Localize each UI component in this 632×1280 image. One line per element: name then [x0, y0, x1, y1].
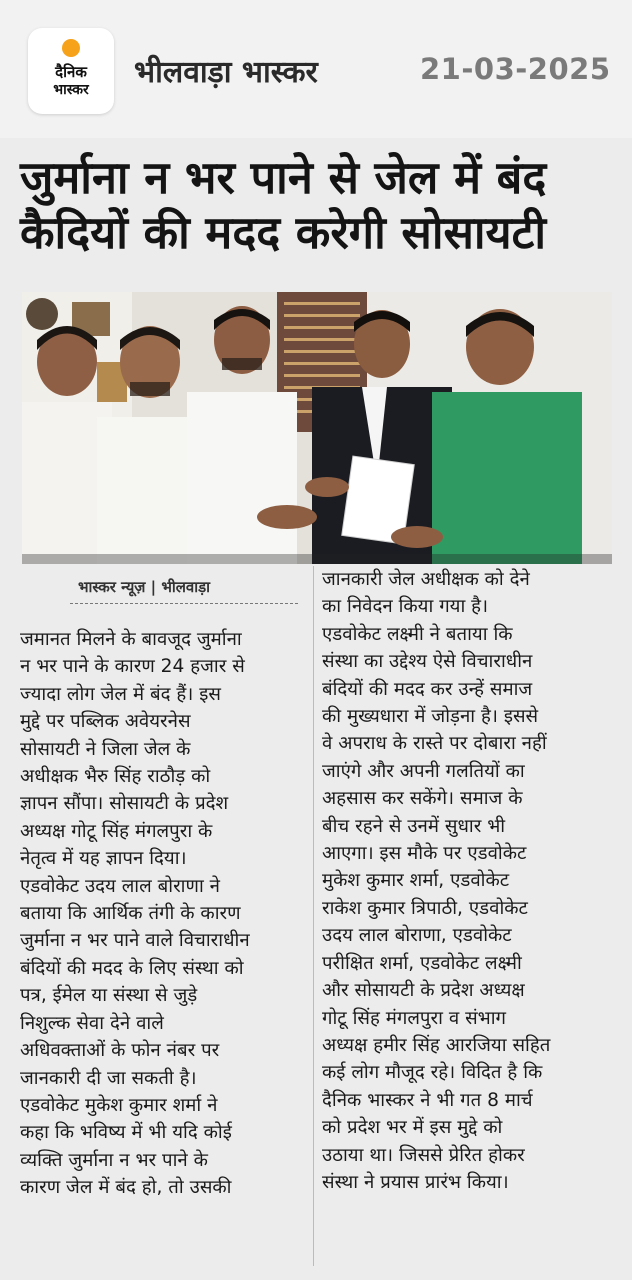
article-line: न भर पाने के कारण 24 हजार से [20, 656, 245, 678]
article-line: कारण जेल में बंद हो, तो उसकी [20, 1177, 232, 1199]
headline-line1: जुर्माना न भर पाने से जेल में बंद [20, 151, 547, 204]
headline-line2: कैदियों की मदद करेगी सोसायटी [20, 206, 546, 259]
article-line: अध्यक्ष हमीर सिंह आरजिया सहित [322, 1034, 551, 1056]
article-line: जानकारी जेल अधीक्षक को देने [322, 569, 530, 590]
logo-line1: दैनिक [55, 63, 87, 81]
article-line: मुकेश कुमार शर्मा, एडवोकेट [322, 870, 510, 892]
article-line: जमानत मिलने के बावजूद जुर्माना [20, 629, 242, 650]
article-line: परीक्षित शर्मा, एडवोकेट लक्ष्मी [322, 952, 522, 974]
article-line: एडवोकेट उदय लाल बोराणा ने [20, 875, 220, 897]
article-line: बंदियों की मदद कर उन्हें समाज [322, 678, 533, 700]
article-line: मुद्दे पर पब्लिक अवेयरनेस [20, 711, 191, 733]
newspaper-header [0, 0, 632, 138]
article-line: जाएंगे और अपनी गलतियों का [322, 760, 525, 782]
article-line: दैनिक भास्कर ने भी गत 8 मार्च [322, 1089, 533, 1111]
article-line: उदय लाल बोराणा, एडवोकेट [322, 925, 512, 947]
article-line: उठाया था। जिससे प्रेरित होकर [322, 1144, 525, 1166]
article-line: संस्था ने प्रयास प्रारंभ किया। [322, 1171, 509, 1193]
article-line: नेतृत्व में यह ज्ञापन दिया। [20, 848, 187, 870]
article-line: कहा कि भविष्य में भी यदि कोई [20, 1122, 232, 1144]
article-line: अहसास कर सकेंगे। समाज के [322, 788, 523, 810]
news-photo [22, 292, 612, 564]
article-headline [20, 150, 620, 260]
article-line: बताया कि आर्थिक तंगी के कारण [20, 903, 241, 925]
byline-divider [70, 603, 298, 604]
logo-line2: भास्कर [53, 82, 89, 98]
article-line: कई लोग मौजूद रहे। विदित है कि [322, 1062, 543, 1084]
article-line: ज्यादा लोग जेल में बंद हैं। इस [20, 683, 221, 705]
edition-date: 21-03-2025 [420, 52, 611, 86]
edition-title: भीलवाड़ा भास्कर [134, 55, 318, 90]
byline: भास्कर न्यूज़ | भीलवाड़ा [78, 578, 211, 596]
column-divider [313, 566, 314, 1266]
article-line: गोटू सिंह मंगलपुरा व संभाग [322, 1007, 506, 1029]
article-line: का निवेदन किया गया है। [322, 596, 489, 618]
article-line: की मुख्यधारा में जोड़ना है। इससे [322, 706, 539, 728]
article-line: अधिवक्ताओं के फोन नंबर पर [20, 1040, 220, 1062]
article-line: राकेश कुमार त्रिपाठी, एडवोकेट [322, 897, 528, 919]
sun-icon [62, 39, 80, 57]
article-line: सोसायटी ने जिला जेल के [20, 738, 191, 760]
article-line: बंदियों की मदद के लिए संस्था को [20, 957, 244, 979]
article-line: को प्रदेश भर में इस मुद्दे को [322, 1117, 503, 1139]
article-line: निशुल्क सेवा देने वाले [20, 1012, 164, 1034]
article-line: व्यक्ति जुर्माना न भर पाने के [20, 1149, 208, 1171]
article-line: ज्ञापन सौंपा। सोसायटी के प्रदेश [20, 793, 229, 815]
article-line: जुर्माना न भर पाने वाले विचाराधीन [20, 930, 250, 952]
article-column-right [322, 566, 610, 1196]
article-line: संस्था का उद्देश्य ऐसे विचाराधीन [322, 651, 533, 673]
article-line: वे अपराध के रास्ते पर दोबारा नहीं [322, 733, 547, 755]
article-line: पत्र, ईमेल या संस्था से जुड़े [20, 985, 198, 1007]
article-line: एडवोकेट लक्ष्मी ने बताया कि [322, 623, 513, 645]
article-line: अध्यक्ष गोटू सिंह मंगलपुरा के [20, 820, 213, 842]
article-column-left [20, 626, 306, 1202]
dainik-bhaskar-logo [28, 28, 114, 114]
article-line: और सोसायटी के प्रदेश अध्यक्ष [322, 980, 525, 1002]
group-handing-memorandum-photo [22, 292, 612, 564]
article-line: जानकारी दी जा सकती है। [20, 1067, 197, 1089]
article-line: बीच रहने से उनमें सुधार भी [322, 815, 506, 837]
article-line: एडवोकेट मुकेश कुमार शर्मा ने [20, 1094, 218, 1116]
article-line: आएगा। इस मौके पर एडवोकेट [322, 843, 527, 865]
article-line: अधीक्षक भैरु सिंह राठौड़ को [20, 766, 211, 788]
